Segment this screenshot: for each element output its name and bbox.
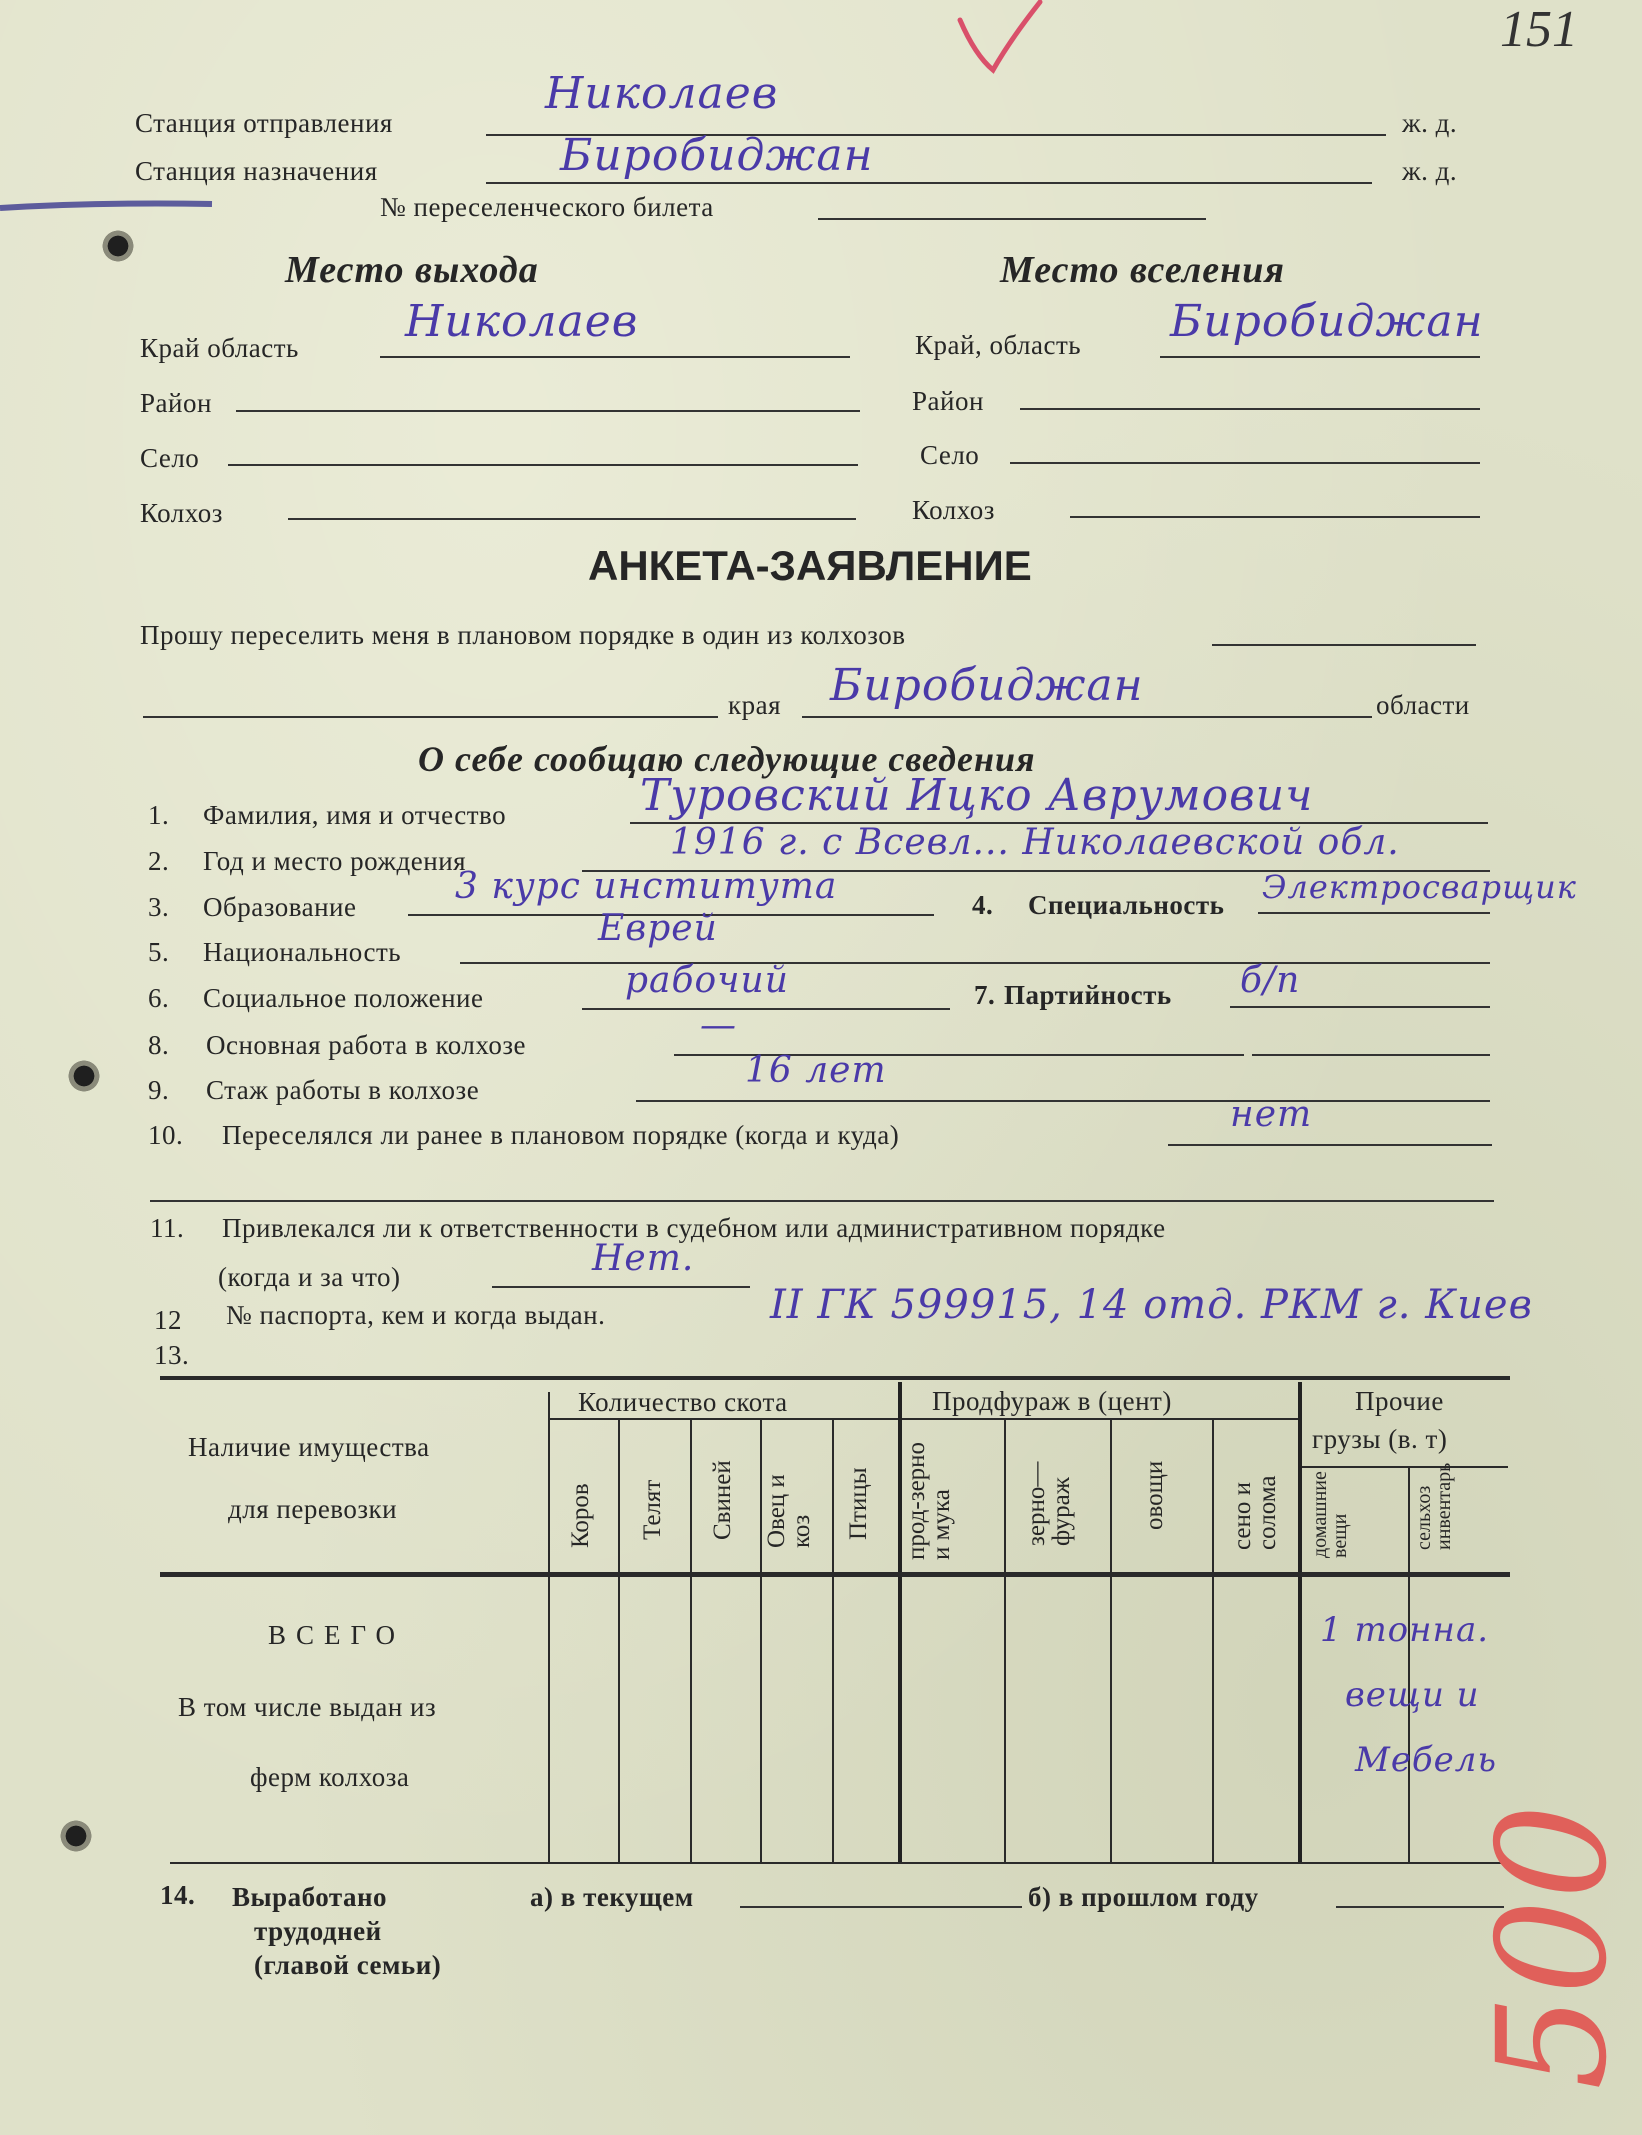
resettlement-ticket-line	[818, 218, 1206, 220]
table-row-header-line1: Наличие имущества	[188, 1432, 430, 1462]
field-4-label: Специальность	[1028, 890, 1225, 920]
field-12-number: 12	[154, 1305, 182, 1335]
field-2-number: 2.	[148, 846, 170, 876]
field-4-value: Электросварщик	[1262, 868, 1577, 906]
field-7-number: 7.	[974, 980, 996, 1010]
red-marginal-number: 500	[1466, 1803, 1641, 2091]
col-vegetables: овощи	[1141, 1460, 1168, 1530]
field-1-value: Туровский Ицко Аврумович	[640, 770, 1314, 821]
field-6-label: Социальное положение	[203, 983, 484, 1013]
destination-station-value: Биробиджан	[560, 130, 874, 181]
col-household-items: домашние вещи	[1309, 1471, 1351, 1558]
field-7-line	[1230, 1006, 1490, 1008]
about-heading: О себе сообщаю следующие сведения	[418, 739, 1036, 779]
field-10-number: 10.	[148, 1120, 184, 1150]
field-4-number: 4.	[972, 890, 994, 920]
origin-village-label: Село	[140, 443, 200, 473]
table-col-line	[760, 1420, 762, 1864]
col-grain-flour: прод-зерно и мука	[903, 1441, 955, 1560]
field-10-label: Переселялся ли ранее в плановом порядке (когда и куда)	[222, 1120, 900, 1150]
settlement-region-label: Край, область	[915, 330, 1082, 360]
col-farm-inventory: сельхоз инвентарь	[1413, 1462, 1455, 1550]
total-row-label: ВСЕГО	[268, 1620, 405, 1650]
punch-hole	[66, 1058, 102, 1094]
col-pigs: Свиней	[709, 1460, 736, 1540]
table-col-line	[1212, 1420, 1214, 1864]
field-8-value: —	[700, 1005, 737, 1046]
oblast-label: области	[1376, 690, 1470, 720]
origin-district-label: Район	[140, 388, 212, 418]
table-row-header-line2: для перевозки	[228, 1494, 398, 1524]
settlement-district-line	[1020, 408, 1480, 410]
table-col-line	[1004, 1420, 1006, 1864]
settlement-village-label: Село	[920, 440, 980, 470]
krai-value-line	[802, 716, 1372, 718]
field-7-label: Партийность	[1004, 980, 1172, 1010]
workdays-label-line2: трудодней	[254, 1916, 382, 1946]
form-title: АНКЕТА-ЗАЯВЛЕНИЕ	[588, 542, 1032, 589]
workdays-current-label: а) в текущем	[530, 1882, 694, 1912]
departure-station-value: Николаев	[545, 68, 779, 119]
other-header-underline	[1302, 1466, 1508, 1468]
field-11-value: Нет.	[592, 1238, 695, 1279]
request-line-2	[143, 716, 718, 718]
origin-heading: Место выхода	[285, 249, 539, 291]
check-mark-icon	[955, 0, 1045, 80]
table-col-line	[690, 1420, 692, 1864]
field-12-value: II ГК 599915, 14 отд. РКМ г. Киев	[770, 1282, 1533, 1328]
workdays-current-line	[740, 1906, 1022, 1908]
col-poultry: Птицы	[845, 1467, 872, 1540]
table-col-line	[832, 1420, 834, 1864]
field-11-line	[492, 1286, 750, 1288]
settlement-region-value: Биробиджан	[1170, 296, 1484, 347]
field-1-label: Фамилия, имя и отчество	[203, 800, 507, 830]
field-9-number: 9.	[148, 1075, 170, 1105]
field-9-label: Стаж работы в колхозе	[206, 1075, 480, 1105]
settlement-kolkhoz-label: Колхоз	[912, 495, 995, 525]
field-1-number: 1.	[148, 800, 170, 830]
origin-kolkhoz-label: Колхоз	[140, 498, 223, 528]
table-col-line	[898, 1382, 902, 1864]
destination-station-line	[486, 182, 1372, 184]
ink-streak	[0, 196, 220, 216]
field-8-label: Основная работа в колхозе	[206, 1030, 526, 1060]
field-7-value: б/п	[1240, 960, 1301, 1001]
field-14-number: 14.	[160, 1880, 196, 1910]
krai-label: края	[728, 690, 782, 720]
field-3-number: 3.	[148, 892, 170, 922]
field-2-value: 1916 г. с Всевл... Николаевской обл.	[670, 822, 1400, 863]
field-5-value: Еврей	[598, 908, 718, 949]
other-group-header-line2: грузы (в. т)	[1312, 1424, 1448, 1454]
field-5-line	[460, 962, 1490, 964]
field-3-value: 3 курс института	[455, 866, 838, 907]
other-goods-value-line3: Мебель	[1355, 1740, 1497, 1780]
settlement-heading: Место вселения	[1000, 249, 1285, 291]
table-top-border	[160, 1376, 1510, 1380]
departure-rail-suffix: ж. д.	[1402, 108, 1458, 138]
destination-station-label: Станция назначения	[135, 156, 378, 186]
col-hay-straw: сено и солома	[1229, 1475, 1281, 1550]
table-col-line	[618, 1420, 620, 1864]
workdays-label-line3: (главой семьи)	[254, 1950, 442, 1980]
livestock-group-header: Количество скота	[578, 1387, 788, 1417]
group-header-underline	[548, 1418, 1300, 1420]
field-11-label-2: (когда и за что)	[218, 1262, 401, 1292]
field-9-line	[636, 1100, 1490, 1102]
field-4-line	[1258, 912, 1490, 914]
origin-village-line	[228, 464, 858, 466]
col-calves: Телят	[639, 1479, 666, 1540]
field-8-number: 8.	[148, 1030, 170, 1060]
col-cows: Коров	[567, 1483, 594, 1548]
col-sheep-goats: Овец и коз	[763, 1474, 815, 1548]
other-group-header-line1: Прочие	[1355, 1386, 1444, 1416]
workdays-label-line1: Выработано	[232, 1882, 388, 1912]
field-3-label: Образование	[203, 892, 357, 922]
field-10-line-2	[150, 1200, 1494, 1202]
table-header-bottom-border	[160, 1572, 1510, 1577]
table-col-line	[1298, 1382, 1302, 1864]
col-grain-fodder: зерно—фураж	[1023, 1461, 1075, 1546]
field-5-label: Национальность	[203, 937, 402, 967]
origin-kolkhoz-line	[288, 518, 856, 520]
other-goods-value-line2: вещи и	[1345, 1675, 1480, 1715]
origin-district-line	[236, 410, 860, 412]
table-bottom-border	[170, 1862, 1510, 1864]
field-11-label: Привлекался ли к ответственности в судебном или административном порядке	[222, 1213, 1166, 1243]
archive-page-number: 151	[1500, 1, 1578, 58]
punch-hole	[58, 1818, 94, 1854]
origin-region-label: Край область	[140, 333, 299, 363]
departure-station-label: Станция отправления	[135, 108, 393, 138]
settlement-kolkhoz-line	[1070, 516, 1480, 518]
table-col-line	[548, 1392, 550, 1864]
origin-region-value: Николаев	[405, 296, 639, 347]
workdays-previous-label: б) в прошлом году	[1028, 1882, 1259, 1912]
resettlement-ticket-label: № переселенческого билета	[380, 192, 714, 222]
request-text: Прошу переселить меня в плановом порядке в один из колхозов	[140, 620, 906, 650]
field-2-label: Год и место рождения	[203, 846, 467, 876]
krai-value: Биробиджан	[830, 660, 1144, 711]
other-goods-value-line1: 1 тонна.	[1320, 1610, 1490, 1650]
punch-hole	[100, 228, 136, 264]
fodder-group-header: Продфураж в (цент)	[932, 1386, 1172, 1416]
field-6-line	[582, 1008, 950, 1010]
request-line	[1212, 644, 1476, 646]
field-11-number: 11.	[150, 1213, 185, 1243]
field-6-number: 6.	[148, 983, 170, 1013]
settlement-district-label: Район	[912, 386, 984, 416]
settlement-village-line	[1010, 462, 1480, 464]
field-6-value: рабочий	[625, 960, 789, 1001]
field-10-value: нет	[1230, 1094, 1313, 1135]
table-col-line	[1408, 1468, 1410, 1864]
table-col-line	[1110, 1420, 1112, 1864]
field-10-line	[1168, 1144, 1492, 1146]
field-5-number: 5.	[148, 937, 170, 967]
destination-rail-suffix: ж. д.	[1402, 156, 1458, 186]
farms-row-label: ферм колхоза	[250, 1762, 410, 1792]
origin-region-line	[380, 356, 850, 358]
settlement-region-line	[1160, 356, 1480, 358]
field-12-label: № паспорта, кем и когда выдан.	[226, 1300, 606, 1330]
field-8-line-2	[1252, 1054, 1490, 1056]
field-13-number: 13.	[154, 1340, 190, 1370]
field-9-value: 16 лет	[745, 1050, 887, 1091]
included-row-label: В том числе выдан из	[178, 1692, 437, 1722]
